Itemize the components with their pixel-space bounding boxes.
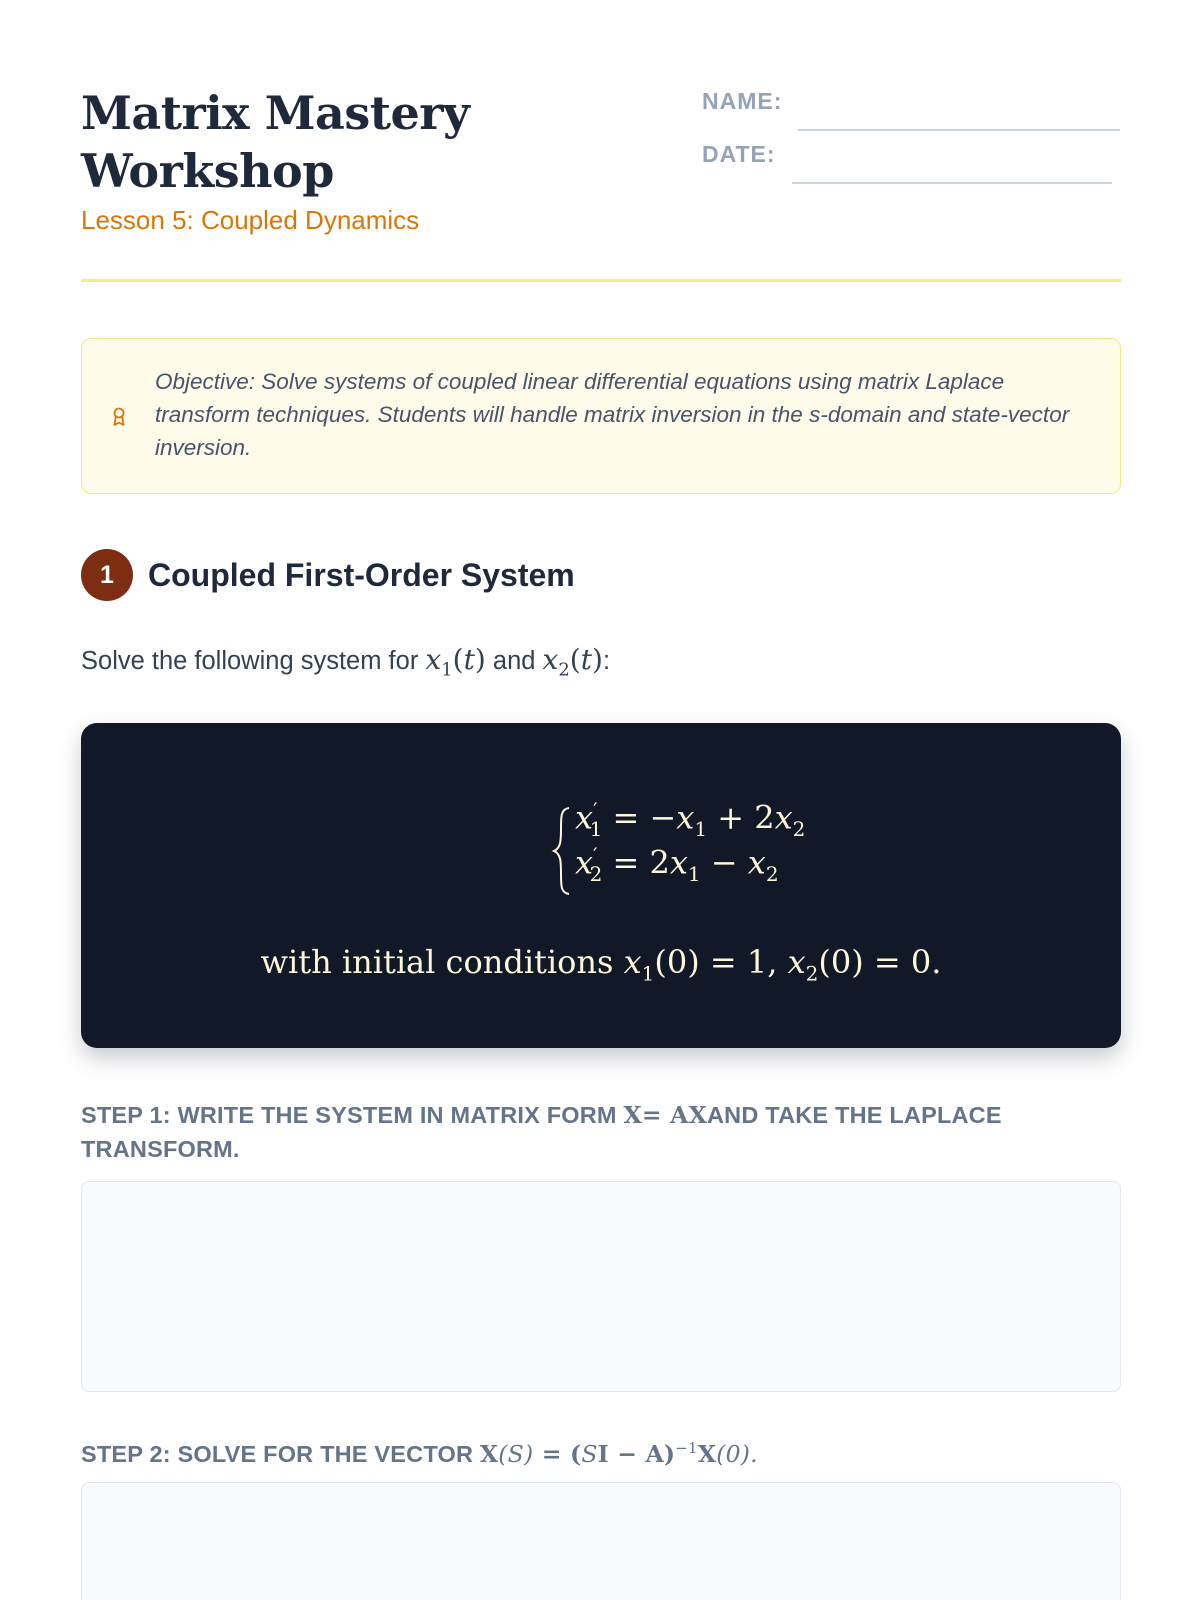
equation-box <box>81 723 1121 1048</box>
section-title: Coupled First-Order System <box>148 556 575 593</box>
worksheet-title: Matrix Mastery Workshop <box>81 86 470 198</box>
step-2-answer-box[interactable] <box>81 1482 1121 1600</box>
equation-system <box>551 798 851 898</box>
lesson-subtitle: Lesson 5: Coupled Dynamics <box>81 205 420 235</box>
problem-prompt: Solve the following system for $x_1(t)$ and $x_2(t)$: <box>81 643 611 681</box>
step-1-label: STEP 1: WRITE THE SYSTEM IN MATRIX FORM X= AXAND TAKE THE LAPLACE TRANSFORM. <box>81 1101 1002 1162</box>
prompt-prefix: Solve the following system for <box>81 647 419 675</box>
step-1-math: X= AX <box>623 1101 708 1129</box>
initial-conditions: with initial conditions $x_1(0) = 1$, $x_2(0) = 0$. <box>260 943 942 986</box>
date-label: DATE: <box>702 141 776 167</box>
name-field <box>702 88 1120 115</box>
award-icon <box>112 407 126 427</box>
brace-icon <box>551 806 573 896</box>
date-field <box>702 141 1112 168</box>
objective-text: Objective: Solve systems of coupled linear differential equations using matrix Laplace transform techniques. Students will handle matrix inversion in the s-domain and state-vector inversion. <box>155 369 1070 460</box>
step-2-label: STEP 2: SOLVE FOR THE VECTOR X(S) = (SI − A)$^{-1}$X(0). <box>81 1439 758 1468</box>
section-number-badge: 1 <box>81 549 133 601</box>
header-divider <box>81 279 1121 282</box>
equation-line-2: $x'_2 = 2x_1 - x_2$ <box>575 843 779 887</box>
var-x1: $x_1$ <box>425 643 453 681</box>
name-line[interactable] <box>798 129 1120 131</box>
prompt-and: and <box>492 647 536 675</box>
name-label: NAME: <box>702 88 783 114</box>
var-x2: $x_2$ <box>542 643 570 681</box>
step-2-math: X(S) = (SI − A)$^{-1}$X(0). <box>479 1439 758 1468</box>
section-header <box>81 549 575 601</box>
step-1-answer-box[interactable] <box>81 1181 1121 1392</box>
objective-box <box>81 338 1121 494</box>
date-line[interactable] <box>792 182 1112 184</box>
equation-line-1: $x'_1 = -x_1 + 2x_2$ <box>575 798 806 842</box>
